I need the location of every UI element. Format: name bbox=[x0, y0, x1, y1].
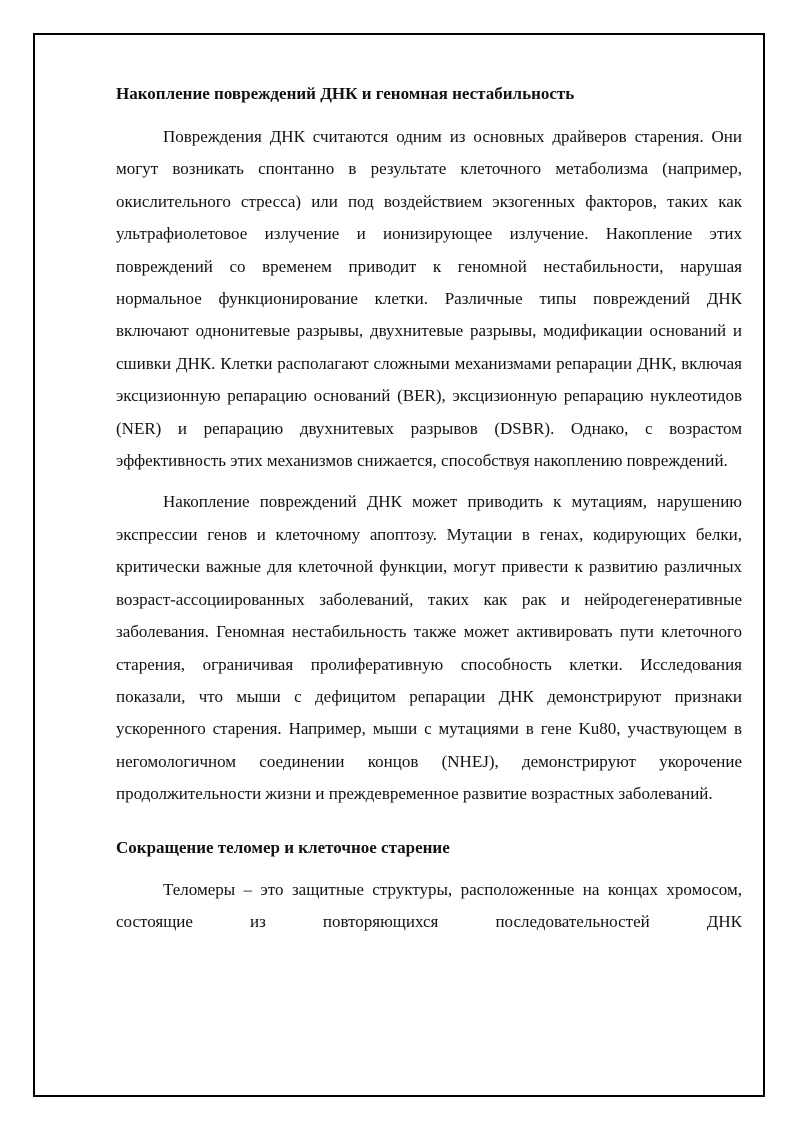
paragraph-telomeres-clip bbox=[116, 874, 742, 939]
paragraph-dna-damage-drivers: Повреждения ДНК считаются одним из основных драйверов старения. Они могут возникать спонтанно в результате клеточного метаболизма (например, окислительного стресса) или под воздействием экзогенных факторов, таких как ультрафиолетовое излучение и ионизирующее излучение. Накопление этих повреждений со временем приводит к геномной нестабильности, нарушая нормальное функционирование клетки. Различные типы повреждений ДНК включают однонитевые разрывы, двухнитевые разрывы, модификации оснований и сшивки ДНК. Клетки располагают сложными механизмами репарации ДНК, включая эксцизионную репарацию оснований (BER), эксцизионную репарацию нуклеотидов (NER) и репарацию двухнитевых разрывов (DSBR). Однако, с возрастом эффективность этих механизмов снижается, способствуя накоплению повреждений. bbox=[116, 127, 742, 471]
paragraph-dna-damage-consequences: Накопление повреждений ДНК может приводить к мутациям, нарушению экспрессии генов и клеточному апоптозу. Мутации в генах, кодирующих белки, критически важные для клеточной функции, могут привести к развитию различных возраст-ассоциированных заболеваний, таких как рак и нейродегенеративные заболевания. Геномная нестабильность также может активировать пути клеточного старения, ограничивая пролиферативную способность клетки. Исследования показали, что мыши с дефицитом репарации ДНК демонстрируют признаки ускоренного старения. Например, мыши с мутациями в гене Ku80, участвующем в негомологичном соединении концов (NHEJ), демонстрируют укорочение продолжительности жизни и преждевременное развитие возрастных заболеваний. bbox=[116, 492, 742, 804]
section-heading-telomeres: Сокращение теломер и клеточное старение bbox=[116, 837, 450, 857]
document-body bbox=[116, 84, 742, 938]
section-heading-dna-damage: Накопление повреждений ДНК и геномная нестабильность bbox=[116, 84, 575, 103]
paragraph-telomeres: Теломеры – это защитные структуры, расположенные на концах хромосом, состоящие из повторяющихся последовательностей ДНК bbox=[116, 879, 742, 931]
